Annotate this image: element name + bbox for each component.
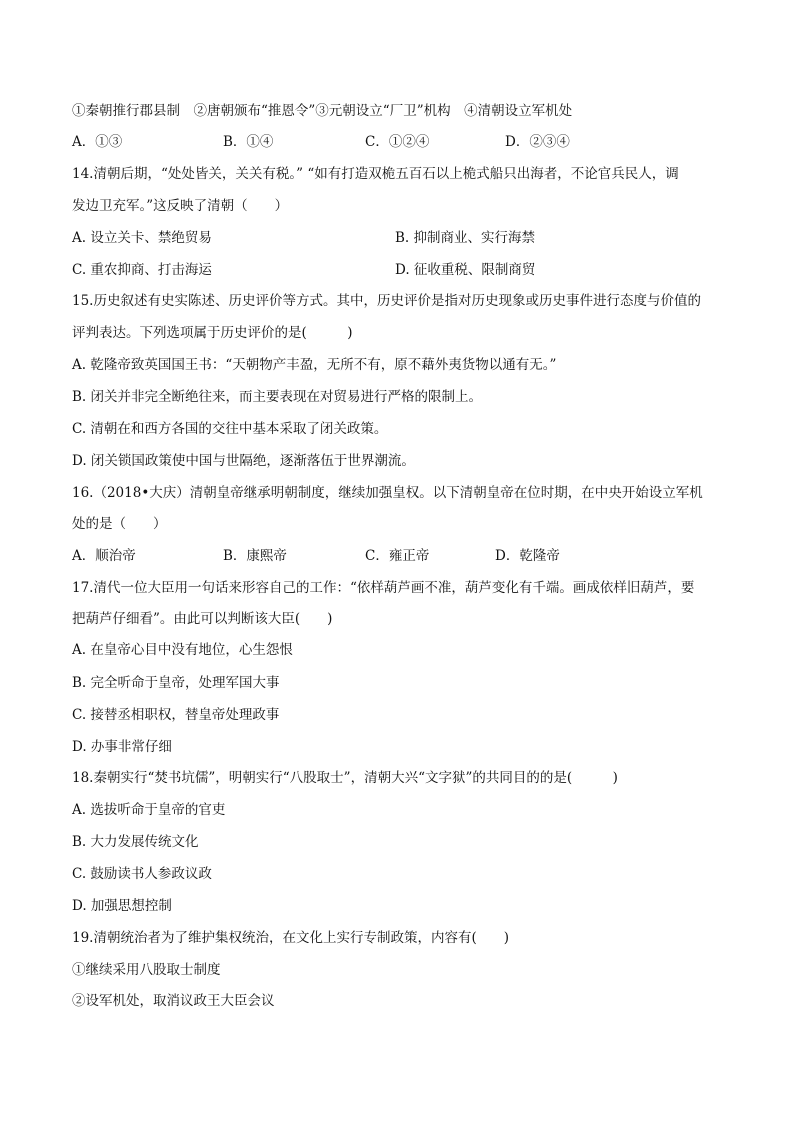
q17-option-a: A. 在皇帝心目中没有地位，心生怨恨	[72, 642, 293, 658]
q17-option-b: B. 完全听命于皇帝，处理军国大事	[72, 675, 280, 691]
q15-stem-line-2: 评判表达。下列选项属于历史评价的是( )	[72, 325, 353, 341]
q15-option-a: A. 乾隆帝致英国国王书：“天朝物产丰盈，无所不有，原不藉外夷货物以通有无。”	[72, 357, 557, 373]
q16-stem-line-1: 16.（2018•大庆）清朝皇帝继承明朝制度，继续加强皇权。以下清朝皇帝在位时期，在中央开始设立军机	[72, 485, 703, 501]
q16-stem-line-2: 处的是（ ）	[72, 516, 167, 532]
q16-option-c: C．雍正帝	[365, 548, 430, 564]
q17-stem-line-1: 17.清代一位大臣用一句话来形容自己的工作：“依样葫芦画不准，葫芦变化有千端。画成依样旧葫芦，要	[72, 580, 695, 596]
q15-option-b: B. 闭关并非完全断绝往来，而主要表现在对贸易进行严格的限制上。	[72, 389, 483, 405]
q13-option-c: C．①②④	[365, 134, 430, 150]
q14-option-a: A. 设立关卡、禁绝贸易	[72, 230, 212, 246]
q16-option-d: D．乾隆帝	[495, 548, 560, 564]
q15-option-c: C. 清朝在和西方各国的交往中基本采取了闭关政策。	[72, 421, 388, 437]
q14-stem-line-2: 发边卫充军。”这反映了清朝（ ）	[72, 198, 289, 214]
q13-statement-line: ①秦朝推行郡县制 ②唐朝颁布“推恩令”③元朝设立“厂卫”机构 ④清朝设立军机处	[72, 103, 573, 119]
q14-option-c: C. 重农抑商、打击海运	[72, 262, 212, 278]
q19-item-1: ①继续采用八股取士制度	[72, 962, 221, 978]
q15-option-d: D. 闭关锁国政策使中国与世隔绝，逐渐落伍于世界潮流。	[72, 453, 415, 469]
q18-stem-line-1: 18.秦朝实行“焚书坑儒”，明朝实行“八股取士”，清朝大兴“文字狱”的共同目的的是( )	[72, 770, 618, 786]
q16-option-a: A．顺治帝	[72, 548, 136, 564]
q19-item-2: ②设军机处，取消议政王大臣会议	[72, 993, 275, 1009]
q14-option-d: D. 征收重税、限制商贸	[395, 262, 536, 278]
q13-option-d: D．②③④	[505, 134, 570, 150]
q17-stem-line-2: 把葫芦仔细看”。由此可以判断该大臣( )	[72, 611, 333, 627]
q17-option-c: C. 接替丞相职权，替皇帝处理政事	[72, 707, 280, 723]
q14-option-b: B. 抑制商业、实行海禁	[395, 230, 536, 246]
q17-option-d: D. 办事非常仔细	[72, 739, 172, 755]
q19-stem-line-1: 19.清朝统治者为了维护集权统治，在文化上实行专制政策，内容有( )	[72, 930, 510, 946]
q15-stem-line-1: 15.历史叙述有史实陈述、历史评价等方式。其中，历史评价是指对历史现象或历史事件进行态度与价值的	[72, 293, 701, 309]
q13-option-a: A．①③	[72, 134, 123, 150]
q16-option-b: B．康熙帝	[223, 548, 287, 564]
q14-stem-line-1: 14.清朝后期，“处处皆关，关关有税。” “如有打造双桅五百石以上桅式船只出海者，不论官兵民人，调	[72, 166, 679, 182]
q18-option-a: A. 选拔听命于皇帝的官吏	[72, 802, 226, 818]
q18-option-c: C. 鼓励读书人参政议政	[72, 866, 212, 882]
q13-option-b: B．①④	[223, 134, 274, 150]
q18-option-d: D. 加强思想控制	[72, 898, 172, 914]
q18-option-b: B. 大力发展传统文化	[72, 834, 199, 850]
